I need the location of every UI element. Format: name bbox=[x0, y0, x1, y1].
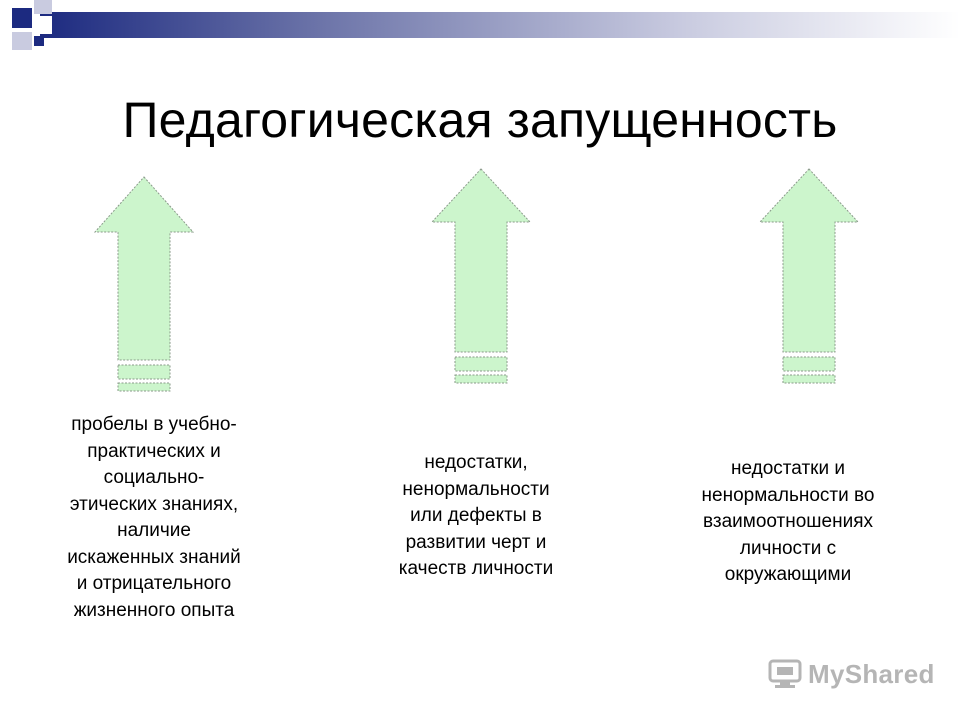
slide-title: Педагогическая запущенность bbox=[122, 92, 838, 148]
caption-knowledge-gaps: пробелы в учебно- практических и социально- этических знаниях, наличие искаженных знаний и отрицательного жизненного опыта bbox=[67, 414, 241, 621]
mortarboard-icon bbox=[768, 655, 802, 694]
watermark bbox=[768, 656, 935, 692]
deco-square bbox=[12, 8, 32, 28]
up-arrow-icon bbox=[431, 168, 531, 386]
header-gradient-band bbox=[40, 12, 960, 38]
caption-personality-defects: недостатки, ненормальности или дефекты в развитии черт и качеств личности bbox=[398, 452, 554, 579]
up-arrow-icon bbox=[94, 176, 194, 394]
up-arrow-icon bbox=[759, 168, 859, 386]
deco-square bbox=[34, 36, 44, 46]
caption-relationship-issues: недостатки и ненормальности во взаимоотношениях личности с окружающими bbox=[701, 458, 875, 585]
watermark-text: MyShared bbox=[808, 658, 935, 689]
deco-square bbox=[34, 0, 52, 14]
deco-square bbox=[12, 32, 32, 50]
deco-square bbox=[34, 16, 52, 34]
